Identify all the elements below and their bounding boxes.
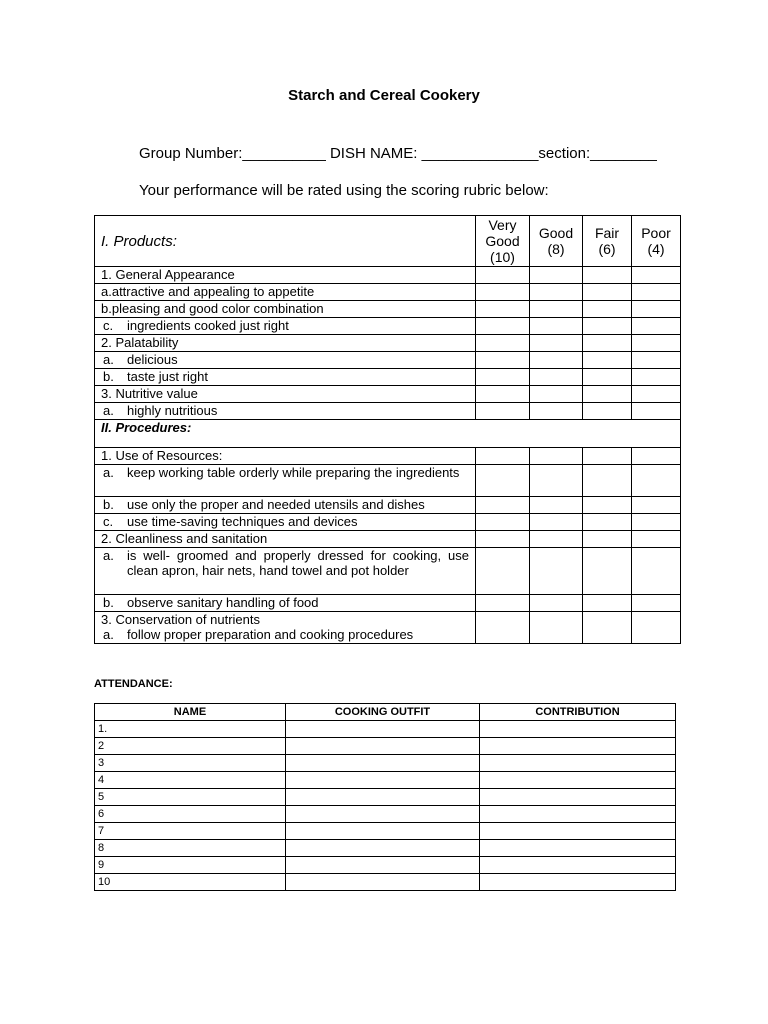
score-cell[interactable] [530, 403, 583, 420]
column-fair: Fair (6) [583, 216, 632, 267]
products-header: I. Products: [95, 216, 476, 267]
rubric-criterion [95, 335, 476, 352]
attendance-outfit-cell[interactable] [286, 874, 480, 891]
column-poor: Poor (4) [632, 216, 681, 267]
contribution-column-header: CONTRIBUTION [480, 704, 676, 721]
rubric-criterion [95, 369, 476, 386]
criterion-text: delicious [127, 352, 178, 367]
scoring-rubric-table [94, 215, 681, 644]
rubric-row [95, 318, 681, 335]
criterion-text: follow proper preparation and cooking procedures [127, 627, 414, 642]
score-cell[interactable] [632, 612, 681, 644]
rubric-criterion [95, 465, 476, 497]
score-cell[interactable] [583, 352, 632, 369]
attendance-outfit-cell[interactable] [286, 738, 480, 755]
rubric-criterion [95, 448, 476, 465]
attendance-outfit-cell[interactable] [286, 721, 480, 738]
attendance-row [95, 738, 676, 755]
attendance-name-cell[interactable]: 5 [95, 789, 286, 806]
criterion-text: is well- groomed and properly dressed for cooking, use clean apron, hair nets, hand towel and pot holder [127, 548, 469, 578]
rubric-criterion [95, 403, 476, 420]
criterion-text: 2. Cleanliness and sanitation [101, 531, 268, 546]
rubric-row [95, 369, 681, 386]
rubric-row [95, 595, 681, 612]
criterion-letter: c. [103, 318, 114, 333]
attendance-outfit-cell[interactable] [286, 840, 480, 857]
criterion-text: highly nutritious [127, 403, 218, 418]
score-cell[interactable] [476, 612, 530, 644]
rubric-row [95, 335, 681, 352]
score-cell[interactable] [530, 612, 583, 644]
rubric-header-row [95, 216, 681, 267]
score-cell[interactable] [476, 284, 530, 301]
score-cell[interactable] [583, 284, 632, 301]
score-cell[interactable] [583, 301, 632, 318]
attendance-label: ATTENDANCE: [94, 678, 173, 690]
attendance-name-cell[interactable]: 10 [95, 874, 286, 891]
score-cell[interactable] [632, 267, 681, 284]
attendance-contribution-cell[interactable] [480, 840, 676, 857]
attendance-row [95, 806, 676, 823]
score-cell[interactable] [632, 514, 681, 531]
score-cell[interactable] [530, 595, 583, 612]
score-cell[interactable] [530, 318, 583, 335]
criterion-letter: b. [103, 497, 114, 512]
attendance-contribution-cell[interactable] [480, 721, 676, 738]
procedures-header: II. Procedures: [95, 420, 681, 448]
criterion-letter: a. [103, 548, 114, 563]
attendance-name-cell[interactable]: 1. [95, 721, 286, 738]
criterion-text: a.attractive and appealing to appetite [101, 284, 315, 299]
score-cell[interactable] [530, 369, 583, 386]
rubric-row [95, 267, 681, 284]
criterion-letter: a. [103, 352, 114, 367]
attendance-row [95, 772, 676, 789]
attendance-contribution-cell[interactable] [480, 789, 676, 806]
score-cell[interactable] [583, 514, 632, 531]
rubric-criterion [95, 267, 476, 284]
criterion-letter: b. [103, 369, 114, 384]
score-cell[interactable] [583, 612, 632, 644]
column-good: Good (8) [530, 216, 583, 267]
score-cell[interactable] [530, 284, 583, 301]
score-cell[interactable] [632, 497, 681, 514]
rubric-criterion [95, 352, 476, 369]
score-cell[interactable] [476, 448, 530, 465]
attendance-name-cell[interactable]: 4 [95, 772, 286, 789]
attendance-outfit-cell[interactable] [286, 806, 480, 823]
score-cell[interactable] [583, 403, 632, 420]
score-cell[interactable] [632, 386, 681, 403]
rubric-row [95, 301, 681, 318]
score-cell[interactable] [530, 352, 583, 369]
attendance-contribution-cell[interactable] [480, 755, 676, 772]
criterion-letter: c. [103, 514, 114, 529]
score-cell[interactable] [530, 548, 583, 595]
score-cell[interactable] [476, 497, 530, 514]
cooking-outfit-column-header: COOKING OUTFIT [286, 704, 480, 721]
rubric-criterion [95, 531, 476, 548]
score-cell[interactable] [476, 301, 530, 318]
criterion-letter: a. [103, 403, 114, 418]
score-cell[interactable] [632, 318, 681, 335]
criterion-text: use time-saving techniques and devices [127, 514, 358, 529]
rubric-criterion [95, 301, 476, 318]
criterion-letter: a. [103, 465, 114, 480]
rubric-criterion [95, 497, 476, 514]
score-cell[interactable] [476, 318, 530, 335]
procedures-header-row [95, 420, 681, 448]
rubric-intro: Your performance will be rated using the scoring rubric below: [139, 182, 549, 199]
criterion-text: ingredients cooked just right [127, 318, 289, 333]
attendance-name-cell[interactable]: 6 [95, 806, 286, 823]
rubric-row [95, 403, 681, 420]
score-cell[interactable] [476, 595, 530, 612]
score-cell[interactable] [632, 284, 681, 301]
name-column-header: NAME [95, 704, 286, 721]
rubric-criterion [95, 386, 476, 403]
attendance-outfit-cell[interactable] [286, 772, 480, 789]
score-cell[interactable] [583, 595, 632, 612]
score-cell[interactable] [530, 514, 583, 531]
score-cell[interactable] [583, 465, 632, 497]
attendance-row [95, 755, 676, 772]
attendance-contribution-cell[interactable] [480, 874, 676, 891]
score-cell[interactable] [632, 531, 681, 548]
score-cell[interactable] [632, 448, 681, 465]
criterion-text: keep working table orderly while preparing the ingredients [127, 465, 460, 480]
attendance-name-cell[interactable]: 2 [95, 738, 286, 755]
criterion-text: 3. Nutritive value [101, 386, 198, 401]
score-cell[interactable] [476, 267, 530, 284]
score-cell[interactable] [632, 352, 681, 369]
score-cell[interactable] [530, 386, 583, 403]
score-cell[interactable] [476, 386, 530, 403]
attendance-name-cell[interactable]: 9 [95, 857, 286, 874]
score-cell[interactable] [632, 595, 681, 612]
attendance-contribution-cell[interactable] [480, 857, 676, 874]
attendance-outfit-cell[interactable] [286, 857, 480, 874]
attendance-row [95, 823, 676, 840]
attendance-name-cell[interactable]: 8 [95, 840, 286, 857]
attendance-row [95, 721, 676, 738]
score-cell[interactable] [476, 548, 530, 595]
attendance-contribution-cell[interactable] [480, 738, 676, 755]
attendance-outfit-cell[interactable] [286, 789, 480, 806]
group-dish-section-line: Group Number:__________ DISH NAME: ______________section:________ [139, 145, 657, 162]
score-cell[interactable] [530, 335, 583, 352]
score-cell[interactable] [530, 267, 583, 284]
score-cell[interactable] [476, 369, 530, 386]
score-cell[interactable] [476, 514, 530, 531]
score-cell[interactable] [583, 548, 632, 595]
score-cell[interactable] [583, 531, 632, 548]
rubric-row [95, 284, 681, 301]
score-cell[interactable] [583, 318, 632, 335]
rubric-criterion [95, 612, 476, 644]
score-cell[interactable] [530, 465, 583, 497]
score-cell[interactable] [583, 267, 632, 284]
score-cell[interactable] [632, 301, 681, 318]
attendance-contribution-cell[interactable] [480, 772, 676, 789]
score-cell[interactable] [583, 386, 632, 403]
score-cell[interactable] [476, 531, 530, 548]
rubric-criterion [95, 595, 476, 612]
attendance-contribution-cell[interactable] [480, 823, 676, 840]
criterion-text: 2. Palatability [101, 335, 179, 350]
score-cell[interactable] [530, 301, 583, 318]
page-title: Starch and Cereal Cookery [288, 87, 480, 104]
score-cell[interactable] [530, 448, 583, 465]
attendance-row [95, 840, 676, 857]
rubric-criterion [95, 548, 476, 595]
score-cell[interactable] [583, 369, 632, 386]
rubric-criterion [95, 284, 476, 301]
rubric-row [95, 497, 681, 514]
score-cell[interactable] [632, 548, 681, 595]
score-cell[interactable] [476, 335, 530, 352]
criterion-letter: b. [103, 595, 114, 610]
criterion-text: 1. Use of Resources: [101, 448, 223, 463]
score-cell[interactable] [583, 497, 632, 514]
rubric-row [95, 448, 681, 465]
score-cell[interactable] [530, 531, 583, 548]
attendance-table [94, 703, 676, 891]
column-very-good: Very Good (10) [476, 216, 530, 267]
criterion-letter: a. [103, 627, 114, 642]
rubric-row [95, 531, 681, 548]
rubric-row [95, 514, 681, 531]
rubric-row [95, 352, 681, 369]
attendance-contribution-cell[interactable] [480, 806, 676, 823]
attendance-row [95, 857, 676, 874]
attendance-header-row [95, 704, 676, 721]
score-cell[interactable] [583, 448, 632, 465]
score-cell[interactable] [632, 403, 681, 420]
rubric-row [95, 612, 681, 644]
rubric-criterion [95, 514, 476, 531]
criterion-text: 1. General Appearance [101, 267, 235, 282]
score-cell[interactable] [476, 352, 530, 369]
score-cell[interactable] [632, 335, 681, 352]
criterion-heading: 3. Conservation of nutrients [101, 612, 260, 627]
criterion-text: use only the proper and needed utensils and dishes [127, 497, 425, 512]
criterion-text: b.pleasing and good color combination [101, 301, 324, 316]
attendance-name-cell[interactable]: 7 [95, 823, 286, 840]
attendance-outfit-cell[interactable] [286, 823, 480, 840]
score-cell[interactable] [530, 497, 583, 514]
rubric-row [95, 465, 681, 497]
score-cell[interactable] [632, 465, 681, 497]
rubric-row [95, 386, 681, 403]
attendance-name-cell[interactable]: 3 [95, 755, 286, 772]
attendance-outfit-cell[interactable] [286, 755, 480, 772]
score-cell[interactable] [632, 369, 681, 386]
rubric-criterion [95, 318, 476, 335]
rubric-row [95, 548, 681, 595]
attendance-row [95, 789, 676, 806]
criterion-text: taste just right [127, 369, 208, 384]
score-cell[interactable] [476, 465, 530, 497]
score-cell[interactable] [476, 403, 530, 420]
criterion-text: observe sanitary handling of food [127, 595, 319, 610]
score-cell[interactable] [583, 335, 632, 352]
attendance-row [95, 874, 676, 891]
